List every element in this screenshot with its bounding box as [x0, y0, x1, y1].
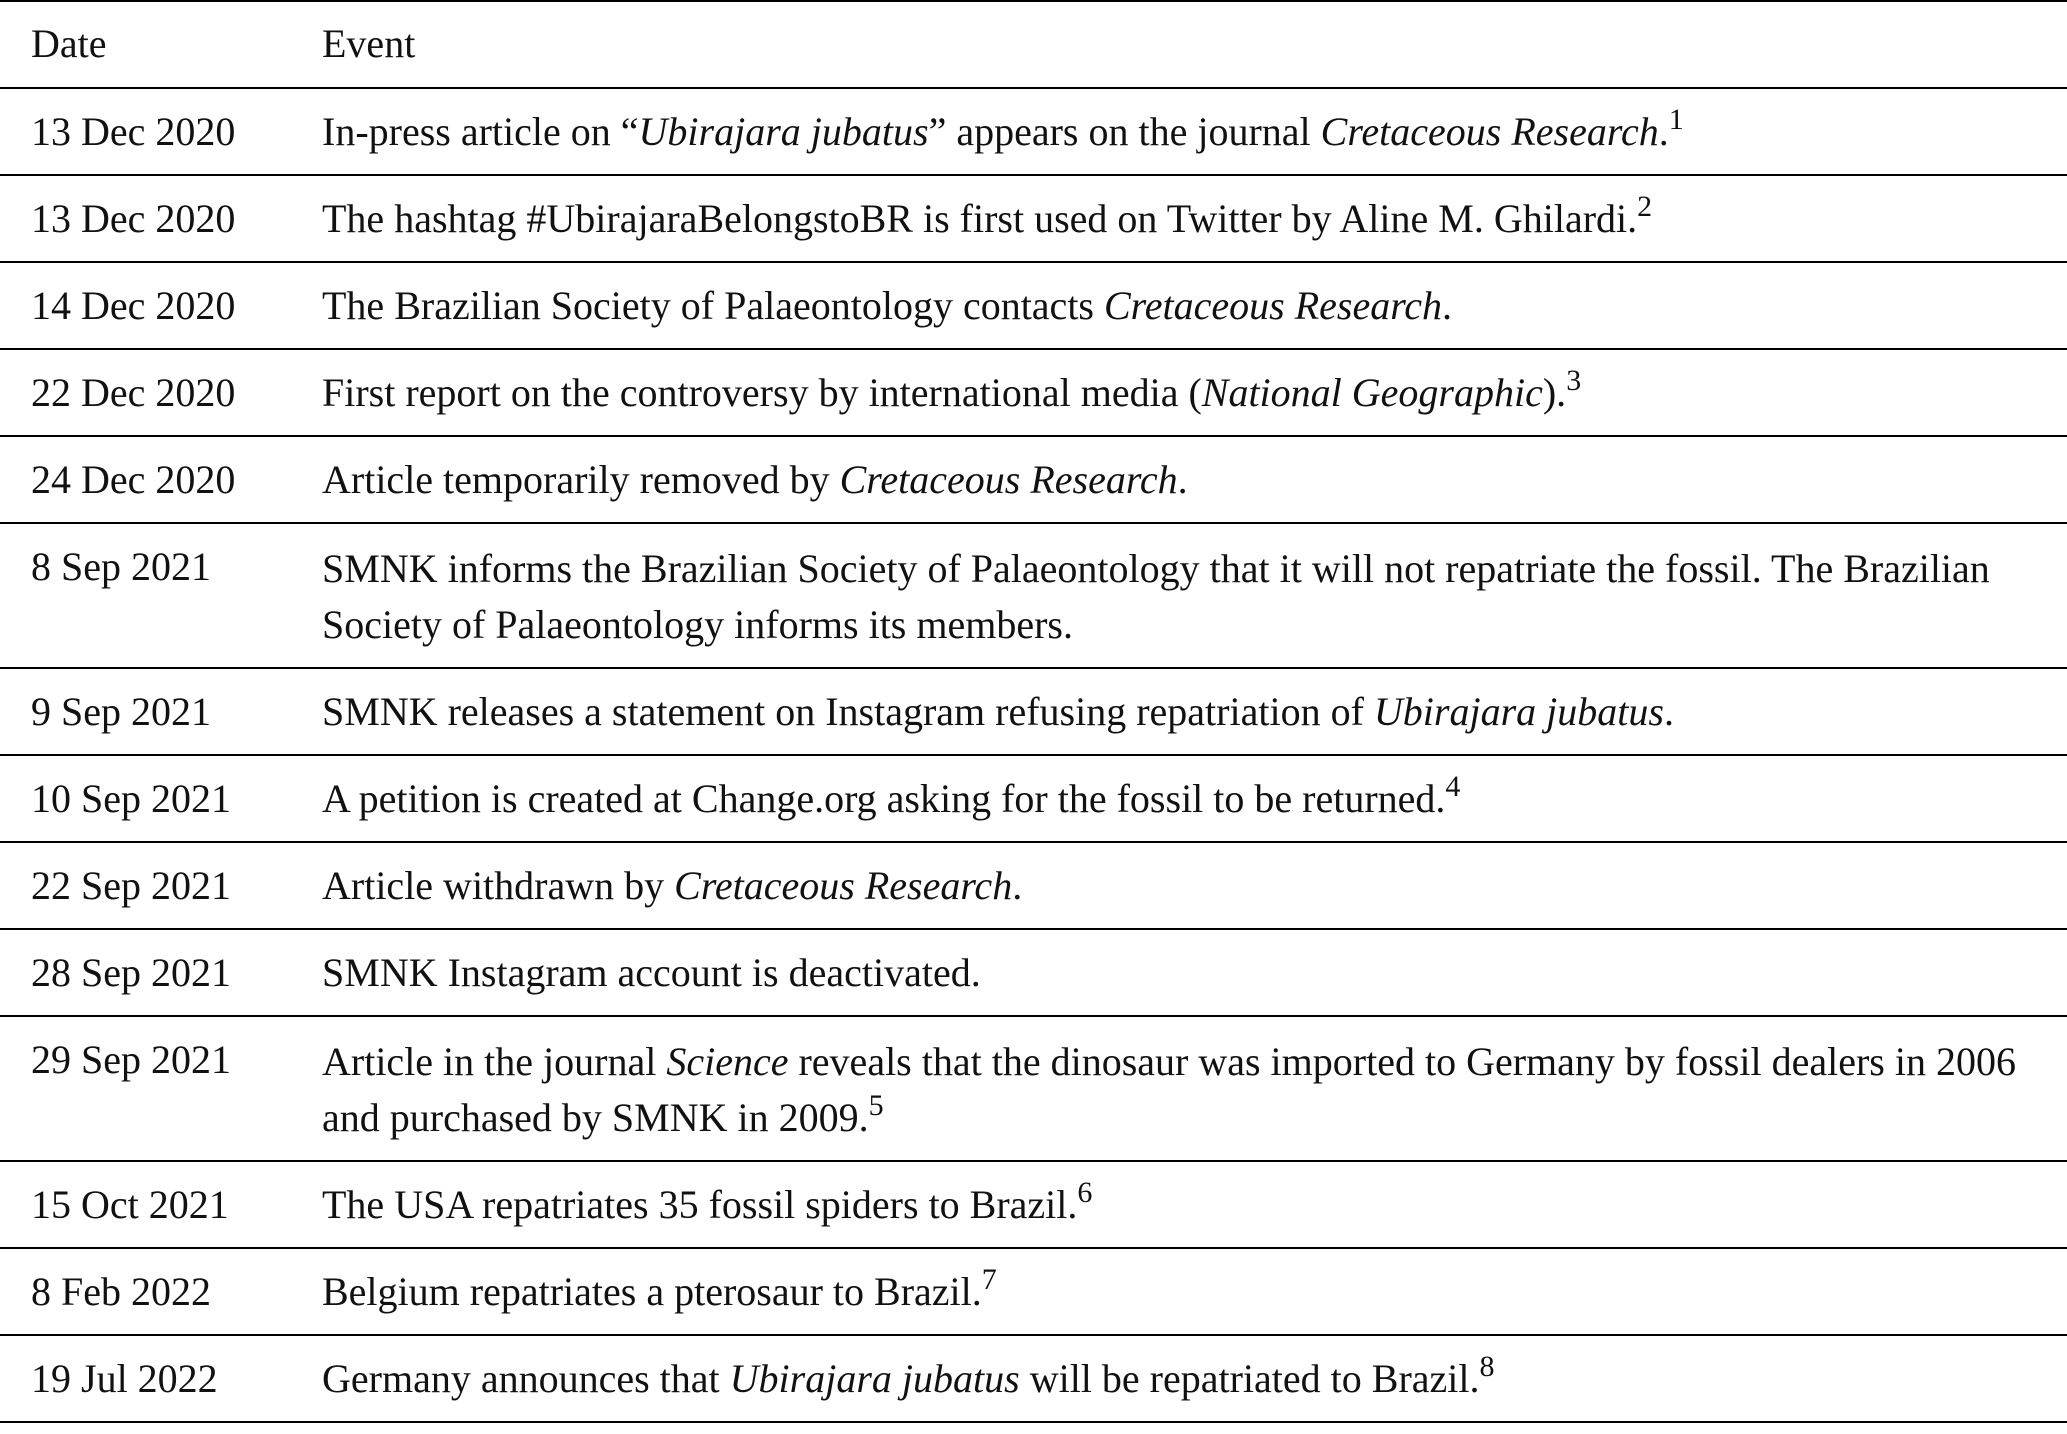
event-cell — [322, 175, 2067, 262]
table-row — [0, 436, 2067, 523]
footnote-marker: 5 — [868, 1089, 884, 1122]
italic-title: Cretaceous Research — [1104, 283, 1443, 328]
event-cell — [322, 436, 2067, 523]
italic-title: Cretaceous Research — [1320, 109, 1659, 154]
event-text: Germany announces that — [322, 1356, 730, 1401]
header-row — [0, 1, 2067, 88]
event-cell — [322, 1016, 2067, 1161]
table-row — [0, 523, 2067, 668]
event-text: SMNK Instagram account is deactivated. — [322, 950, 981, 995]
date-cell: 8 Sep 2021 — [0, 523, 322, 668]
date-cell: 28 Sep 2021 — [0, 929, 322, 1016]
table-row — [0, 349, 2067, 436]
date-cell: 13 Dec 2020 — [0, 88, 322, 175]
event-text: The Brazilian Society of Palaeontology contacts — [322, 283, 1104, 328]
event-text: will be repatriated to Brazil. — [1019, 1356, 1480, 1401]
event-text: In-press article on “ — [322, 109, 639, 154]
italic-title: Cretaceous Research — [839, 457, 1178, 502]
italic-title: Ubirajara jubatus — [1373, 689, 1664, 734]
date-cell: 13 Dec 2020 — [0, 175, 322, 262]
event-text: ). — [1542, 370, 1567, 415]
table-row — [0, 1248, 2067, 1335]
table-row — [0, 929, 2067, 1016]
event-cell — [322, 1335, 2067, 1422]
event-text: reveals that the dinosaur was imported to Germany by fossil dealers in 2006 and purchased by SMNK in 2009. — [322, 1039, 2016, 1140]
footnote-marker: 1 — [1668, 103, 1684, 136]
footnote-marker: 6 — [1077, 1176, 1093, 1209]
table-body — [0, 88, 2067, 1422]
date-cell: 8 Feb 2022 — [0, 1248, 322, 1335]
event-cell — [322, 88, 2067, 175]
date-cell: 24 Dec 2020 — [0, 436, 322, 523]
table-row — [0, 175, 2067, 262]
event-text: Article temporarily removed by — [322, 457, 840, 502]
table-header — [0, 1, 2067, 88]
date-cell: 14 Dec 2020 — [0, 262, 322, 349]
event-cell — [322, 1161, 2067, 1248]
italic-title: Cretaceous Research — [674, 863, 1013, 908]
footnote-marker: 3 — [1566, 364, 1582, 397]
event-text: . — [1658, 109, 1669, 154]
italic-title: Science — [666, 1039, 789, 1084]
footnote-marker: 4 — [1445, 770, 1461, 803]
table-row — [0, 88, 2067, 175]
event-text: . — [1442, 283, 1453, 328]
italic-title: Ubirajara jubatus — [638, 109, 929, 154]
event-text: . — [1177, 457, 1188, 502]
footnote-marker: 7 — [981, 1263, 997, 1296]
column-header-event: Event — [322, 1, 2067, 88]
event-text: . — [1663, 689, 1674, 734]
event-text: . — [1012, 863, 1023, 908]
table-row — [0, 668, 2067, 755]
event-text: The hashtag #UbirajaraBelongstoBR is first used on Twitter by Aline M. Ghilardi. — [322, 196, 1638, 241]
event-cell — [322, 842, 2067, 929]
date-cell: 29 Sep 2021 — [0, 1016, 322, 1161]
table-row — [0, 842, 2067, 929]
footnote-marker: 8 — [1479, 1350, 1495, 1383]
table-row — [0, 1335, 2067, 1422]
italic-title: Ubirajara jubatus — [729, 1356, 1020, 1401]
footnote-marker: 2 — [1637, 190, 1653, 223]
date-cell: 22 Sep 2021 — [0, 842, 322, 929]
table-row — [0, 262, 2067, 349]
event-cell — [322, 668, 2067, 755]
date-cell: 10 Sep 2021 — [0, 755, 322, 842]
event-cell — [322, 929, 2067, 1016]
event-text: The USA repatriates 35 fossil spiders to Brazil. — [322, 1182, 1078, 1227]
event-text: SMNK informs the Brazilian Society of Palaeontology that it will not repatriate the fossil. The Brazilian Society of Palaeontology informs its members. — [322, 546, 1990, 647]
event-cell — [322, 262, 2067, 349]
date-cell: 15 Oct 2021 — [0, 1161, 322, 1248]
event-text: Belgium repatriates a pterosaur to Brazil. — [322, 1269, 982, 1314]
date-cell: 22 Dec 2020 — [0, 349, 322, 436]
event-text: SMNK releases a statement on Instagram refusing repatriation of — [322, 689, 1374, 734]
italic-title: National Geographic — [1201, 370, 1543, 415]
table-row — [0, 1161, 2067, 1248]
event-text: A petition is created at Change.org asking for the fossil to be returned. — [322, 776, 1446, 821]
event-cell — [322, 755, 2067, 842]
event-text: Article withdrawn by — [322, 863, 675, 908]
table-row — [0, 1016, 2067, 1161]
table-row — [0, 755, 2067, 842]
date-cell: 19 Jul 2022 — [0, 1335, 322, 1422]
event-text: Article in the journal — [322, 1039, 667, 1084]
event-text: ” appears on the journal — [928, 109, 1321, 154]
event-cell — [322, 349, 2067, 436]
column-header-date: Date — [0, 1, 322, 88]
date-cell: 9 Sep 2021 — [0, 668, 322, 755]
event-text: First report on the controversy by international media ( — [322, 370, 1202, 415]
event-cell — [322, 1248, 2067, 1335]
event-cell — [322, 523, 2067, 668]
